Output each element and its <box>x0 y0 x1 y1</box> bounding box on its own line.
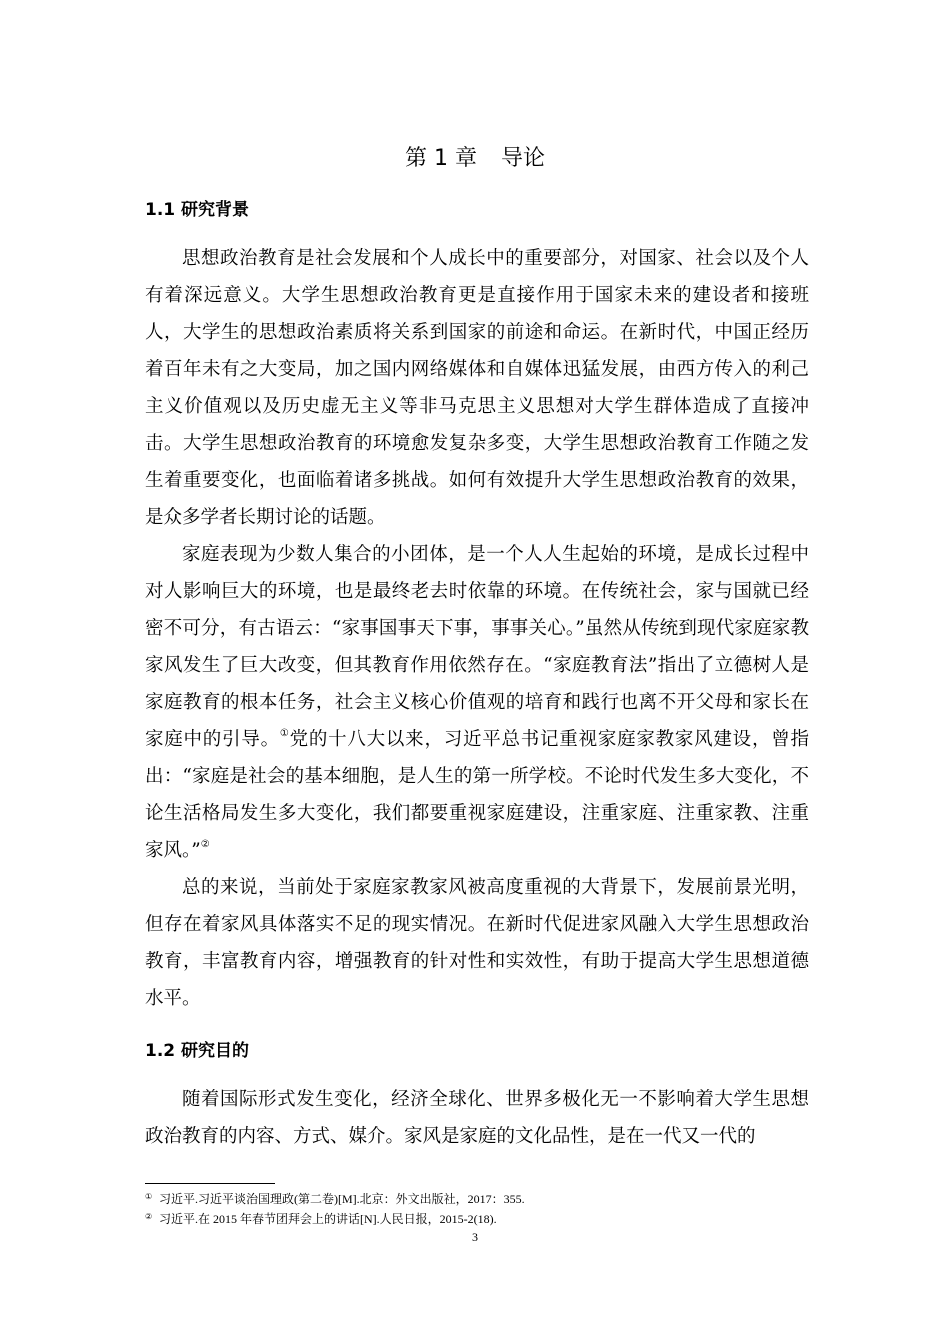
body-paragraph: 随着国际形式发生变化，经济全球化、世界多极化无一不影响着大学生思想政治教育的内容、方式、媒介。家风是家庭的文化品性，是在一代又一代的 <box>145 1089 809 1147</box>
body-paragraph: 总的来说，当前处于家庭家教家风被高度重视的大背景下，发展前景光明，但存在着家风具体落实不足的现实情况。在新时代促进家风融入大学生思想政治教育，丰富教育内容，增强教育的针对性和实效性，有助于提高大学生思想道德水平。 <box>145 877 809 1009</box>
footnote-1: ① 习近平.习近平谈治国理政(第二卷)[M].北京：外文出版社，2017：355. <box>145 1192 525 1206</box>
body-paragraph: 家庭表现为少数人集合的小团体，是一个人人生起始的环境，是成长过程中对人影响巨大的环境，也是最终老去时依靠的环境。在传统社会，家与国就已经密不可分，有古语云：“家事国事天下事，事事关心。”虽然从传统到现代家庭家教家风发生了巨大改变，但其教育作用依然存在。“家庭教育法”指出了立德树人是家庭教育的根本任务，社会主义核心价值观的培育和践行也离不开父母和家长在家庭中的引导。①党的十八大以来，习近平总书记重视家庭家教家风建设，曾指出：“家庭是社会的基本细胞，是人生的第一所学校。不论时代发生多大变化，不论生活格局发生多大变化，我们都要重视家庭建设，注重家庭、注重家教、注重家风。”② <box>145 544 809 861</box>
section-heading-background: 1.1 研究背景 <box>145 200 250 220</box>
section-body-purpose <box>145 1081 809 1155</box>
chapter-name: 导论 <box>500 146 545 171</box>
section-body-background <box>145 240 809 1017</box>
chapter-label: 第 1 章 <box>405 146 477 171</box>
footnote-separator <box>145 1183 275 1184</box>
chapter-title <box>0 144 950 174</box>
page-number: 3 <box>472 1230 478 1244</box>
footnotes <box>145 1188 809 1228</box>
footnote-2: ② 习近平.在 2015 年春节团拜会上的讲话[N].人民日报，2015-2(18). <box>145 1212 497 1226</box>
footnote-reference: ① <box>279 728 290 739</box>
section-heading-purpose: 1.2 研究目的 <box>145 1041 250 1061</box>
body-paragraph: 思想政治教育是社会发展和个人成长中的重要部分，对国家、社会以及个人有着深远意义。大学生思想政治教育更是直接作用于国家未来的建设者和接班人，大学生的思想政治素质将关系到国家的前途和命运。在新时代，中国正经历着百年未有之大变局，加之国内网络媒体和自媒体迅猛发展，由西方传入的利己主义价值观以及历史虚无主义等非马克思主义思想对大学生群体造成了直接冲击。大学生思想政治教育的环境愈发复杂多变，大学生思想政治教育工作随之发生着重要变化，也面临着诸多挑战。如何有效提升大学生思想政治教育的效果，是众多学者长期讨论的话题。 <box>145 248 809 528</box>
footnote-reference: ② <box>200 839 210 850</box>
